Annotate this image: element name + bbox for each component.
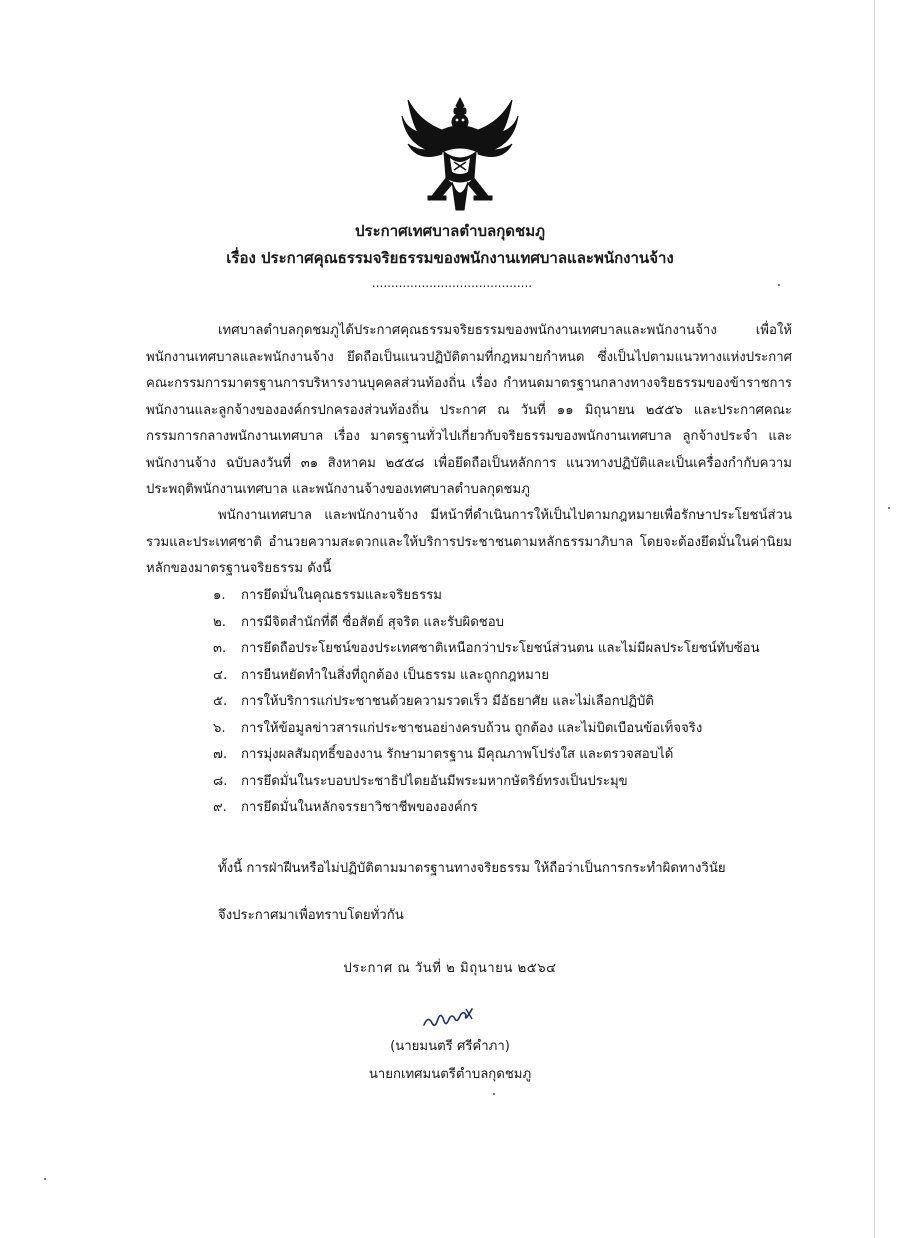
item-text: การยึดมั่นในหลักจรรยาวิชาชีพขององค์กร (241, 800, 478, 815)
scan-speck (888, 507, 890, 509)
title-separator: .......................................... (371, 276, 533, 290)
item-text: การยืนหยัดทำในสิ่งที่ถูกต้อง เป็นธรรม และถูกกฎหมาย (241, 667, 550, 683)
item-number: ๑. (213, 588, 226, 603)
list-item (213, 769, 793, 796)
disciplinary-note: ทั้งนี้ การฝ่าฝืนหรือไม่ปฏิบัติตามมาตรฐานทางจริยธรรม ให้ถือว่าเป็นการกระทำผิดทางวินัย (218, 861, 726, 876)
item-number: ๓. (213, 641, 227, 656)
list-item (213, 742, 793, 769)
scan-speck (44, 1178, 46, 1180)
list-item (213, 663, 793, 690)
item-text: การยึดมั่นในคุณธรรมและจริยธรรม (241, 588, 442, 603)
item-number: ๘. (213, 773, 228, 789)
item-text: การยึดถือประโยชน์ของประเทศชาติเหนือกว่าประโยชน์ส่วนตน และไม่มีผลประโยชน์ทับซ้อน (241, 641, 760, 656)
list-item (213, 795, 793, 822)
announcement-subject: เรื่อง ประกาศคุณธรรมจริยธรรมของพนักงานเทศบาลและพนักงานจ้าง (226, 249, 674, 267)
list-item (213, 636, 793, 663)
intro-paragraph: เทศบาลตำบลกุดชมภูได้ประกาศคุณธรรมจริยธรรมของพนักงานเทศบาลและพนักงานจ้าง เพื่อให้พนักงานเทศบาลและพนักงานจ้าง ยึดถือเป็นแนวปฏิบัติตามที่กฎหมายกำหนด ซึ่งเป็นไปตามแนวทางแห่งประกาศคณะกรรมการมาตรฐานการบริหารงานบุคคลส่วนท้องถิ่น เรื่อง กำหนดมาตรฐานกลางทางจริยธรรมของข้าราชการ พนักงานและลูกจ้างขององค์กรปกครองส่วนท้องถิ่น ประกาศ ณ วันที่ ๑๑ มิถุนายน ๒๕๕๖ และประกาศคณะกรรมการกลางพนักงานเทศบาล เรื่อง มาตรฐานทั่วไปเกี่ยวกับจริยธรรมของพนักงานเทศบาล ลูกจ้างประจำ และพนักงานจ้าง ฉบับลงวันที่ ๓๑ สิงหาคม ๒๕๕๘ เพื่อยึดถือเป็นหลักการ แนวทางปฏิบัติและเป็นเครื่องกำกับความประพฤติพนักงานเทศบาล และพนักงานจ้างของเทศบาลตำบลกุดชมภู (146, 323, 792, 497)
list-item (213, 583, 793, 610)
item-number: ๖. (213, 720, 226, 736)
item-text: การให้บริการแก่ประชาชนด้วยความรวดเร็ว มีอัธยาศัย และไม่เลือกปฏิบัติ (241, 694, 654, 709)
list-item (213, 716, 793, 743)
ethics-values-list (213, 583, 793, 822)
scan-speck (778, 284, 780, 286)
signer-position: นายกเทศมนตรีตำบลกุดชมภู (368, 1067, 532, 1082)
list-item (213, 610, 793, 637)
duty-paragraph: พนักงานเทศบาล และพนักงานจ้าง มีหน้าที่ดำเนินการให้เป็นไปตามกฎหมายเพื่อรักษาประโยชน์ส่วนรวมและประเทศชาติ อำนวยความสะดวกและให้บริการประชาชนตามหลักธรรมาภิบาล โดยจะต้องยึดมั่นในค่านิยมหลักของมาตรฐานจริยธรรม ดังนี้ (146, 508, 792, 576)
item-number: ๒. (213, 614, 226, 630)
item-number: ๔. (213, 667, 228, 683)
handwritten-signature-icon (420, 1005, 480, 1031)
signer-name: (นายมนตรี ศรีคำภา) (390, 1039, 510, 1054)
announcement-closing: จึงประกาศมาเพื่อทราบโดยทั่วกัน (218, 908, 404, 923)
item-text: การมุ่งผลสัมฤทธิ์ของงาน รักษามาตรฐาน มีคุณภาพโปร่งใส และตรวจสอบได้ (241, 747, 674, 762)
item-text: การมีจิตสำนักที่ดี ซื่อสัตย์ สุจริต และรับผิดชอบ (241, 614, 505, 630)
garuda-emblem-icon (398, 92, 522, 216)
page-edge (874, 0, 875, 1238)
item-text: การให้ข้อมูลข่าวสารแก่ประชาชนอย่างครบถ้วน ถูกต้อง และไม่บิดเบือนข้อเท็จจริง (241, 720, 703, 736)
announcement-date: ประกาศ ณ วันที่ ๒ มิถุนายน ๒๕๖๔ (343, 961, 557, 976)
item-text: การยึดมั่นในระบอบประชาธิปไตยอันมีพระมหากษัตริย์ทรงเป็นประมุข (241, 773, 628, 789)
announcement-title: ประกาศเทศบาลตำบลกุดชมภู (355, 222, 545, 240)
item-number: ๗. (213, 747, 228, 762)
list-item (213, 689, 793, 716)
item-number: ๕. (213, 694, 228, 709)
scan-speck (493, 1093, 495, 1095)
item-number: ๙. (213, 800, 227, 815)
